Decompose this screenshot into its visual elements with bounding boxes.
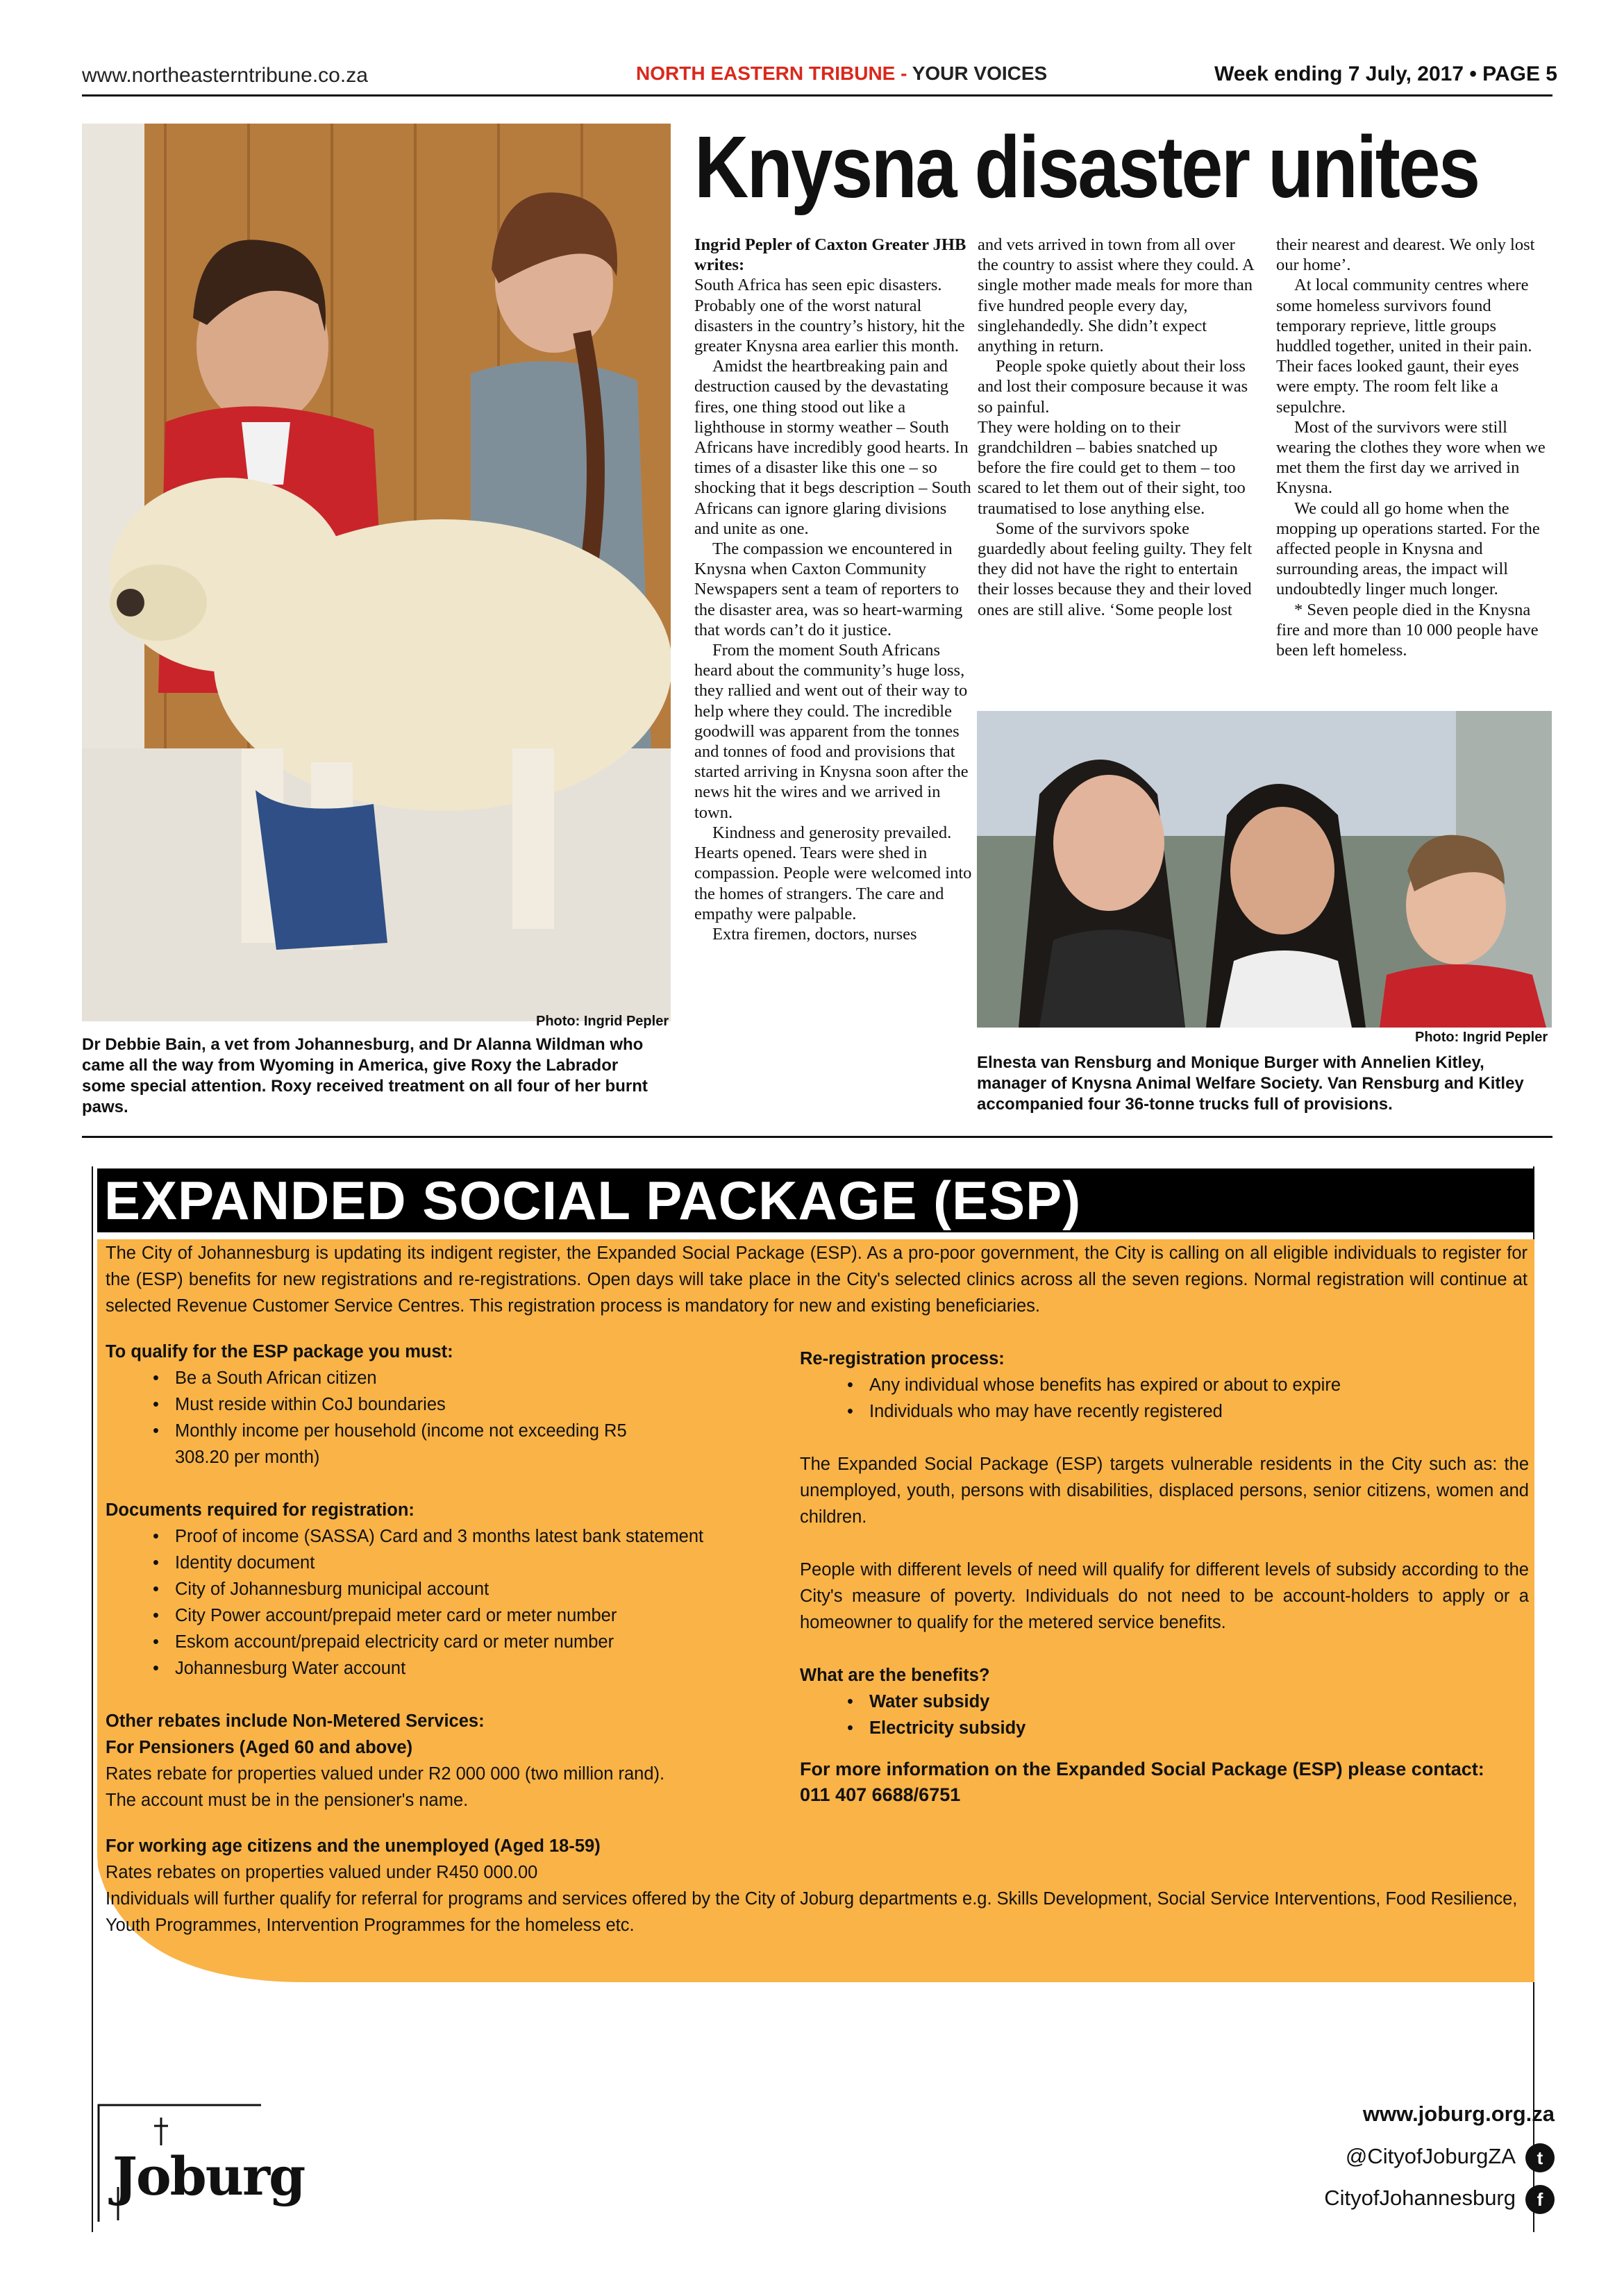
- header-paper-name: [636, 62, 1047, 85]
- facebook-icon: f: [1525, 2185, 1555, 2214]
- rereg-item: • Individuals who may have recently registered: [800, 1398, 1529, 1425]
- working-heading: For working age citizens and the unemployed (Aged 18-59): [106, 1836, 601, 1856]
- working-line: Individuals will further qualify for referral for programs and services offered by the City of Joburg departments e.g. Skills Development, Social Service Interventions, Food Resilience, Youth Programmes, Intervention Programmes for the homeless etc.: [106, 1889, 1518, 1935]
- esp-left-column: [106, 1339, 765, 1813]
- article-paragraph: * Seven people died in the Knysna fire and more than 10 000 people have been left homeless.: [1276, 600, 1539, 660]
- twitter-handle[interactable]: @CityofJoburgZA t: [1069, 2143, 1555, 2185]
- article-byline: Ingrid Pepler of Caxton Greater JHB writes:: [694, 235, 966, 275]
- pensioners-line: Rates rebate for properties valued under R2 000 000 (two million rand).: [106, 1764, 665, 1784]
- article-column-2: [978, 235, 1255, 620]
- article-paragraph: and vets arrived in town from all over the country to assist where they could. A single mother made meals for more than five hundred people every day, singlehandedly. She didn’t expect anything in return.: [978, 235, 1254, 356]
- esp-contact-number[interactable]: 011 407 6688/6751: [800, 1784, 961, 1805]
- photo-vets-illustration: [82, 124, 671, 1021]
- esp-levels: People with different levels of need will qualify for different levels of subsidy according to the City's measure of poverty. Individuals do not need to be account-holders to apply or a homeowner to qualify for the metered service benefits.: [800, 1560, 1529, 1632]
- photo2-credit: Photo: Ingrid Pepler: [1415, 1030, 1548, 1045]
- docs-item: • Identity document: [106, 1550, 765, 1576]
- esp-social: [1069, 2102, 1555, 2227]
- photo2-caption: Elnesta van Rensburg and Monique Burger with Annelien Kitley, manager of Knysna Animal Welfare Society. Van Rensburg and Kitley accompanied four 36-tonne trucks full of provisions.: [977, 1053, 1524, 1114]
- esp-targets: The Expanded Social Package (ESP) targets vulnerable residents in the City such as: the unemployed, youth, persons with disabilities, displaced persons, senior citizens, women and children.: [800, 1455, 1529, 1527]
- article-paragraph: People spoke quietly about their loss and lost their composure because it was so painful.: [978, 357, 1248, 417]
- rereg-item: • Any individual whose benefits has expired or about to expire: [800, 1372, 1529, 1398]
- article-paragraph: Most of the survivors were still wearing the clothes they wore when we met them the first day we arrived in Knysna.: [1276, 417, 1546, 498]
- photo-women-illustration: [977, 711, 1552, 1028]
- photo1-caption: Dr Debbie Bain, a vet from Johannesburg, and Dr Alanna Wildman who came all the way from Wyoming in America, give Roxy the Labrador some special attention. Roxy received treatment on all four of her burnt paws.: [82, 1035, 648, 1116]
- article-paragraph: Kindness and generosity prevailed. Hearts opened. Tears were shed in compassion. People were welcomed into the homes of strangers. The care and empathy were palpable.: [694, 823, 972, 923]
- esp-contact-line: For more information on the Expanded Social Package (ESP) please contact:: [800, 1759, 1484, 1779]
- section-name: YOUR VOICES: [912, 62, 1048, 84]
- twitter-icon: t: [1525, 2143, 1555, 2172]
- qualify-item: • Must reside within CoJ boundaries: [106, 1391, 765, 1418]
- article-paragraph: Their faces looked gaunt, their eyes were empty. The room felt like a sepulchre.: [1276, 357, 1519, 417]
- esp-right-column: [800, 1346, 1529, 1741]
- docs-item: • City Power account/prepaid meter card or meter number: [106, 1602, 765, 1629]
- header-week: Week ending 7 July, 2017 • PAGE 5: [1214, 62, 1557, 85]
- article-paragraph: their nearest and dearest. We only lost our home’.: [1276, 235, 1535, 275]
- article-paragraph: They were holding on to their grandchildren – babies snatched up before the fire could get to them – too scared to let them out of their sight, too traumatised to lose anything else.: [978, 417, 1246, 518]
- paper-name: NORTH EASTERN TRIBUNE -: [636, 62, 912, 84]
- pensioners-line: The account must be in the pensioner's name.: [106, 1791, 469, 1810]
- photo1-credit: Photo: Ingrid Pepler: [536, 1014, 669, 1029]
- benefit-item: • Water subsidy: [800, 1689, 1529, 1715]
- header-website[interactable]: www.northeasterntribune.co.za: [82, 64, 368, 87]
- article-paragraph: Extra firemen, doctors, nurses: [712, 924, 917, 944]
- qualify-item: • Be a South African citizen: [106, 1365, 765, 1391]
- rereg-heading: Re-registration process:: [800, 1349, 1005, 1368]
- article-paragraph: At local community centres where some homeless survivors found temporary reprieve, little groups huddled together, united in their pain.: [1276, 276, 1532, 356]
- joburg-logo-text: Joburg: [112, 2145, 305, 2207]
- section-divider: [82, 1136, 1552, 1138]
- benefits-heading: What are the benefits?: [800, 1666, 990, 1685]
- photo-vets-and-dog: [82, 124, 671, 1021]
- article-paragraph: We could all go home when the mopping up operations started. For the affected people in Knysna and surrounding areas, the impact will undoubtedly linger much longer.: [1276, 498, 1540, 599]
- rebates-heading: Other rebates include Non-Metered Services:: [106, 1711, 485, 1731]
- article-paragraph: The compassion we encountered in Knysna when Caxton Community Newspapers sent a team of reporters to the disaster area, was so heart-warming that words can’t do it justice.: [694, 539, 963, 639]
- qualify-heading: To qualify for the ESP package you must:: [106, 1342, 453, 1361]
- article-column-3: [1276, 235, 1554, 660]
- pensioners-heading: For Pensioners (Aged 60 and above): [106, 1738, 413, 1757]
- photo-three-women: [977, 711, 1552, 1028]
- esp-title: EXPANDED SOCIAL PACKAGE (ESP): [97, 1168, 1534, 1232]
- docs-item: • Proof of income (SASSA) Card and 3 months latest bank statement: [106, 1523, 765, 1550]
- benefit-item: • Electricity subsidy: [800, 1715, 1529, 1741]
- article-headline: Knysna disaster unites: [694, 118, 1479, 216]
- article-paragraph: Amidst the heartbreaking pain and destruction caused by the devastating fires, one thing stood out like a lighthouse in stormy weather – South Africans have incredibly good hearts. In times of a disaster like this one – so shocking that it begs description – South Africans can ignore glaring divisions and unite as one.: [694, 357, 971, 538]
- docs-item: • Johannesburg Water account: [106, 1655, 765, 1682]
- facebook-page[interactable]: CityofJohannesburg f: [1069, 2185, 1555, 2227]
- joburg-logo: [97, 2104, 305, 2223]
- esp-working-age: [106, 1833, 1527, 1938]
- qualify-item: • Monthly income per household (income not exceeding R5 308.20 per month): [106, 1418, 647, 1470]
- article-paragraph: South Africa has seen epic disasters. Probably one of the worst natural disasters in the country’s history, hit the greater Knysna area earlier this month.: [694, 276, 965, 356]
- article-column-1: [694, 235, 972, 944]
- article-paragraph: From the moment South Africans heard about the community’s huge loss, they rallied and went out of their way to help where they could. The incredible goodwill was apparent from the tonnes and tonnes of food and provisions that started arriving in Knysna soon after the news hit the wires and we arrived in town.: [694, 641, 969, 822]
- docs-item: • Eskom account/prepaid electricity card or meter number: [106, 1629, 765, 1655]
- joburg-website[interactable]: www.joburg.org.za: [1362, 2102, 1555, 2126]
- docs-heading: Documents required for registration:: [106, 1500, 415, 1520]
- docs-item: • City of Johannesburg municipal account: [106, 1576, 765, 1602]
- esp-intro: The City of Johannesburg is updating its indigent register, the Expanded Social Package (ESP). As a pro-poor government, the City is calling on all eligible individuals to register for the (ESP) benefits for new registrations and re-registrations. Open days will take place in the City's selected clinics across all the seven regions. Normal registration will continue at selected Revenue Customer Service Centres. This registration process is mandatory for new and existing beneficiaries.: [106, 1243, 1527, 1316]
- working-line: Rates rebates on properties valued under R450 000.00: [106, 1863, 538, 1882]
- article-paragraph: Some of the survivors spoke guardedly about feeling guilty. They felt they did not have the right to entertain their losses because they and their loved ones are still alive. ‘Some people lost: [978, 519, 1253, 619]
- header-rule: [82, 94, 1552, 97]
